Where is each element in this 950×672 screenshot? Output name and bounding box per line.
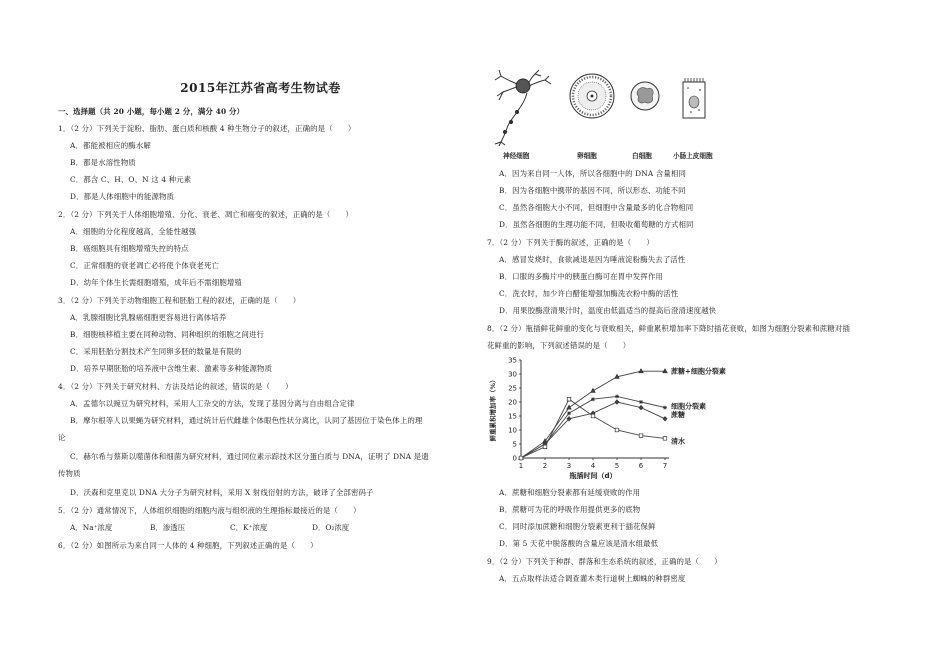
q8-option-d: D．第 5 天花中脱落酸的含量应该是清水组最低 <box>499 539 659 548</box>
q5-option-a: A．Na⁺浓度 <box>70 523 113 532</box>
data-point <box>615 400 619 404</box>
q5-option-b: B．渗透压 <box>150 523 185 532</box>
q5-stem: 5．（2 分）通常情况下，人体组织细胞的细胞内液与组织液的生理指标最接近的是（ ） <box>58 506 361 515</box>
data-point <box>591 397 595 401</box>
q6-option-b: B．因为各细胞中携带的基因不同，所以形态、功能不同 <box>499 186 686 195</box>
data-point <box>615 394 619 398</box>
data-point <box>567 405 571 409</box>
data-point <box>543 445 547 449</box>
x-tick-label: 7 <box>662 462 668 470</box>
data-point <box>615 428 619 432</box>
q8-option-c: C．同时添加蔗糖和细胞分裂素更利于插花保鲜 <box>499 522 656 531</box>
q3-option-b: B．细胞核移植主要在同种动物、同种组织的细胞之间进行 <box>70 330 265 339</box>
data-point <box>567 397 571 401</box>
q4-option-c: C．赫尔希与蔡斯以噬菌体和细菌为研究材料，通过同位素示踪技术区分蛋白质与 DNA，证明了 DNA 是遗 <box>70 452 429 461</box>
section-heading: 一、选择题（共 20 小题，每小题 2 分，满分 40 分） <box>58 107 245 116</box>
q6-stem: 6．（2 分）如图所示为来自同一人体的 4 种细胞，下列叙述正确的是（ ） <box>58 541 318 550</box>
q9-stem: 9．（2 分）下列关于种群、群落和生态系统的叙述，正确的是（ ） <box>487 557 722 566</box>
y-axis-label: 鲜重累积增加率（%） <box>489 376 497 442</box>
y-tick-label: 30 <box>508 370 517 379</box>
fresh-weight-chart <box>487 352 747 480</box>
legend-label-2: 细胞分裂素 <box>671 402 706 411</box>
data-point <box>639 434 643 438</box>
chart-series-group <box>519 369 667 460</box>
cell-label-white: 白细胞 <box>632 152 652 160</box>
paper-title: 2015年江苏省高考生物试卷 <box>180 81 341 95</box>
egg-cell-drawing <box>570 74 614 118</box>
legend-label-1: 蔗糖+细胞分裂素 <box>671 367 726 376</box>
y-tick-label: 0 <box>512 454 517 463</box>
series-line-3 <box>521 402 665 458</box>
y-tick-label: 10 <box>508 426 517 435</box>
q7-option-b: B．口服的多酶片中的胰蛋白酶可在胃中发挥作用 <box>499 272 663 281</box>
q1-option-d: D．都是人体细胞中的能源物质 <box>70 192 175 201</box>
x-tick-label: 5 <box>614 462 620 470</box>
q7-option-c: C．洗衣时，加少许白醋能增强加酶洗衣粉中酶的活性 <box>499 289 679 298</box>
q8-option-a: A．蔗糖和细胞分裂素都有延缓衰败的作用 <box>499 488 641 497</box>
q2-option-a: A．细胞的分化程度越高，全能性越强 <box>70 227 197 236</box>
q2-stem: 2．（2 分）下列关于人体细胞增殖、分化、衰老、凋亡和癌变的叙述，正确的是（ ） <box>58 210 354 219</box>
chart-legend <box>671 367 726 446</box>
x-axis-label: 瓶插时间（d） <box>569 472 617 480</box>
q4-option-c-wrap: 传物质 <box>58 469 81 478</box>
data-point <box>663 417 667 421</box>
y-tick-label: 15 <box>508 412 517 421</box>
q4-option-b-wrap: 论 <box>58 433 66 442</box>
data-point <box>567 411 571 415</box>
x-tick-label: 2 <box>542 462 548 470</box>
data-point <box>591 414 595 418</box>
cell-label-egg: 卵细胞 <box>577 152 597 160</box>
x-tick-label: 1 <box>518 462 524 470</box>
y-tick-label: 20 <box>508 398 517 407</box>
series-line-2 <box>521 396 665 458</box>
q2-option-d: D．幼年个体生长需细胞增殖，成年后不需细胞增殖 <box>70 278 242 287</box>
q1-option-c: C．都含 C、H、O、N 这 4 种元素 <box>70 175 192 184</box>
q3-option-c: C．采用胚胎分割技术产生同卵多胚的数量是有限的 <box>70 347 242 356</box>
y-tick-label: 35 <box>508 356 517 365</box>
chart-axes <box>488 357 669 481</box>
data-point <box>519 456 523 460</box>
q4-option-a: A．孟德尔以豌豆为研究材料，采用人工杂交的方法，发现了基因分离与自由组合定律 <box>70 399 355 408</box>
data-point <box>639 405 643 409</box>
y-tick-label: 5 <box>512 440 517 449</box>
cell-illustrations <box>487 66 727 146</box>
q6-option-c: C．虽然各细胞大小不同，但细胞中含量最多的化合物相同 <box>499 203 694 212</box>
q4-option-b: B．摩尔根等人以果蝇为研究材料，通过统计后代雌雄个体眼色性状分离比，认同了基因位于染色体上的理 <box>70 416 423 425</box>
data-point <box>663 437 667 441</box>
legend-label-3: 蔗糖 <box>671 410 685 419</box>
nerve-cell-drawing <box>495 70 551 146</box>
q3-option-a: A．乳腺细胞比乳腺癌细胞更容易进行离体培养 <box>70 313 227 322</box>
cell-figure <box>487 66 727 162</box>
q6-option-a: A．因为来自同一人体，所以各细胞中的 DNA 含量相同 <box>499 169 687 178</box>
q8-option-b: B．蔗糖可为花的呼吸作用提供更多的底物 <box>499 505 641 514</box>
q1-option-a: A．都能被相应的酶水解 <box>70 141 151 150</box>
cell-label-epithelial: 小肠上皮细胞 <box>673 152 713 160</box>
y-tick-label: 25 <box>508 384 517 393</box>
q2-option-c: C．正常细胞的衰老凋亡必将使个体衰老死亡 <box>70 261 220 270</box>
q8-stem: 8．（2 分）瓶插鲜花鲜重的变化与衰败相关，鲜重累积增加率下降时插花衰败，如图为细胞分裂素和蔗糖对插 <box>487 324 850 333</box>
q5-option-d: D．O₂浓度 <box>312 523 350 532</box>
q7-option-d: D．用果胶酶澄清果汁时，温度由低温适当的提高后澄清速度越快 <box>499 306 717 315</box>
legend-label-4: 清水 <box>671 437 685 446</box>
q4-stem: 4．（2 分）下列关于研究材料、方法及结论的叙述，错误的是（ ） <box>58 382 293 391</box>
x-tick-label: 4 <box>590 462 596 470</box>
q2-option-b: B．癌细胞具有细胞增殖失控的特点 <box>70 244 189 253</box>
q9-option-a: A．五点取样法适合调查灌木类行道树上蜘蛛的种群密度 <box>499 574 686 583</box>
q3-option-d: D．培养早期胚胎的培养液中含维生素、激素等多种能源物质 <box>70 364 273 373</box>
q6-option-d: D．虽然各细胞的生理功能不同，但吸收葡萄糖的方式相同 <box>499 220 694 229</box>
q5-option-c: C．K⁺浓度 <box>230 523 268 532</box>
data-point <box>639 400 643 404</box>
epithelial-cell-drawing <box>683 78 705 118</box>
q1-option-b: B．都是水溶性物质 <box>70 158 136 167</box>
q1-stem: 1．（2 分）下列关于淀粉、脂肪、蛋白质和核酸 4 种生物分子的叙述，正确的是（ ） <box>58 124 356 133</box>
x-tick-label: 3 <box>566 462 572 470</box>
q3-stem: 3．（2 分）下列关于动物细胞工程和胚胎工程的叙述，正确的是（ ） <box>58 296 301 305</box>
q8-stem-wrap: 花鲜重的影响，下列叙述错误的是（ ） <box>487 341 631 350</box>
q7-option-a: A．感冒发烧时，食欲减退是因为唾液淀粉酶失去了活性 <box>499 255 686 264</box>
data-point <box>663 406 667 410</box>
q4-option-d: D．沃森和克里克以 DNA 大分子为研究材料，采用 X 射线衍射的方法，破译了全部密码子 <box>70 488 374 497</box>
white-blood-cell-drawing <box>631 82 659 110</box>
series-line-4 <box>521 399 665 458</box>
cell-label-nerve: 神经细胞 <box>503 152 530 160</box>
x-tick-label: 6 <box>638 462 644 470</box>
q7-stem: 7．（2 分）下列关于酶的叙述，正确的是（ ） <box>487 238 654 247</box>
